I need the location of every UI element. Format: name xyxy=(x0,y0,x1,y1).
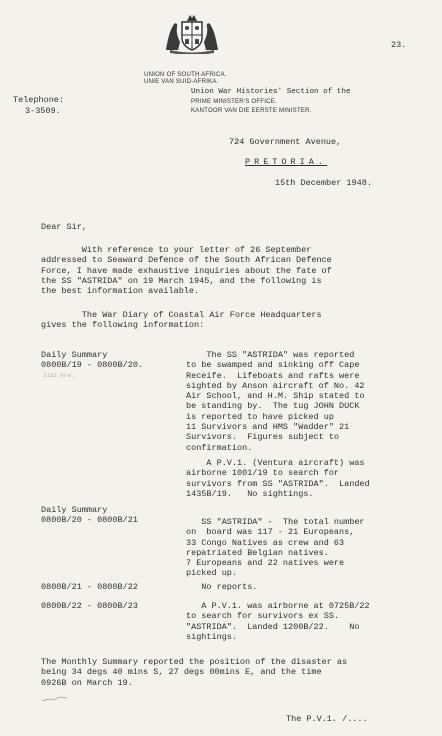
entry-right-line: A P.V.1. was airborne at 0725B/22 xyxy=(186,601,370,611)
entry-right-line: picked up. xyxy=(186,568,238,579)
letter-date: 15th December 1948. xyxy=(275,178,372,188)
section-line: Union War Histories' Section of the xyxy=(191,88,351,96)
entry-right-line: 1435B/19. No sightings. xyxy=(186,488,314,499)
entry-4-left xyxy=(41,582,138,592)
entry-right-line: Survivors. Figures subject to xyxy=(186,432,340,443)
entry-left-line: 0800B/20 - 0800B/21 xyxy=(41,515,138,526)
telephone-number: 3-3509. xyxy=(25,106,61,116)
entry-5-left xyxy=(41,601,138,611)
entry-1-left xyxy=(41,350,143,381)
entry-left-line: 0800B/19 - 0800B/20. xyxy=(41,360,144,371)
entry-left-line: Daily Summary xyxy=(41,505,108,515)
war-diary-intro xyxy=(41,310,322,331)
monthly-summary-line: being 34 degs 40 mins S, 27 degs 00mins E, and the time xyxy=(41,667,322,678)
monthly-summary xyxy=(41,657,347,688)
city: PRETORIA. xyxy=(245,157,327,167)
entry-right-line: sighted by Anson aircraft of No. 42 xyxy=(186,380,365,391)
entry-right-line: be standing by. The tug JOHN DUCK xyxy=(186,401,360,412)
entry-left-line: 0800B/21 - 0800B/22 xyxy=(41,582,138,592)
intro-line: addressed to Seaward Defence of the South African Defence xyxy=(41,255,332,266)
entry-right-line: confirmation. xyxy=(186,442,253,453)
monthly-summary-line: The Monthly Summary reported the position of the disaster as xyxy=(41,657,348,667)
entry-2-right xyxy=(186,458,370,499)
page-number: 23. xyxy=(391,40,407,50)
entry-right-line: SS "ASTRIDA" - The total number xyxy=(186,517,365,527)
entry-handwritten-note: 2125 hrs. xyxy=(43,371,75,379)
entry-left-line: Daily Summary xyxy=(41,350,108,360)
entry-5-right xyxy=(186,601,370,642)
entry-right-line: airborne 1001/19 to search for xyxy=(186,468,340,479)
entry-left-line: 0800B/22 - 0800B/23 xyxy=(41,601,138,611)
war-diary-line: gives the following information: xyxy=(41,320,205,331)
intro-paragraph xyxy=(41,245,332,296)
entry-right-line: sightings. xyxy=(186,631,238,642)
entry-right-line: "ASTRIDA". Landed 1200B/22. No xyxy=(186,621,360,632)
entry-3-right xyxy=(186,517,365,579)
entry-right-line: 7 Europeans and 22 natives were xyxy=(186,558,345,569)
intro-line: the best information available. xyxy=(41,286,200,297)
entry-right-line: 11 Survivors and HMS "Wadder" 21 xyxy=(186,422,350,433)
entry-right-line: survivors from SS "ASTRIDA". Landed xyxy=(186,478,370,489)
entry-right-line: to be swamped and sinking off Cape xyxy=(186,360,360,371)
entry-right-line: Receife. Lifeboats and rafts were xyxy=(186,370,360,381)
office-name-english: PRIME MINISTER'S OFFICE. xyxy=(191,98,277,105)
monthly-summary-line: 0926B on March 19. xyxy=(41,677,133,688)
union-name-afrikaans: UNIE VAN SUID-AFRIKA. xyxy=(144,78,219,85)
catchword: The P.V.1. /.... xyxy=(286,714,368,724)
entry-3-left xyxy=(41,505,138,526)
entry-right-line: is reported to have picked up xyxy=(186,411,334,422)
coat-of-arms-emblem xyxy=(160,12,224,54)
entry-right-line: to search for survivors ex SS. xyxy=(186,611,340,622)
street-address: 724 Government Avenue, xyxy=(229,137,342,147)
entry-right-line: The SS "ASTRIDA" was reported xyxy=(186,350,355,360)
entry-right-line: 33 Congo Natives as crew and 63 xyxy=(186,537,345,548)
salutation: Dear Sir, xyxy=(41,222,87,232)
war-diary-line: The War Diary of Coastal Air Force Headquarters xyxy=(41,310,322,320)
entry-1-right xyxy=(186,350,365,453)
telephone-label: Telephone: xyxy=(13,95,65,105)
union-name-english: UNION OF SOUTH AFRICA. xyxy=(144,71,227,78)
intro-line: With reference to your letter of 26 September xyxy=(41,245,312,255)
intro-line: Force, I have made exhaustive inquiries about the fate of xyxy=(41,265,332,276)
pencil-mark xyxy=(40,694,70,704)
entry-right-line: repatriated Belgian natives. xyxy=(186,547,329,558)
entry-right-line: No reports. xyxy=(186,582,258,592)
entry-right-line: A P.V.1. (Ventura aircraft) was xyxy=(186,458,365,468)
entry-4-right xyxy=(186,582,257,592)
entry-right-line: on board was 117 - 21 Europeans, xyxy=(186,527,355,538)
entry-right-line: Air School, and H.M. Ship stated to xyxy=(186,391,365,402)
office-name-afrikaans: KANTOOR VAN DIE EERSTE MINISTER. xyxy=(191,107,312,114)
intro-line: the SS "ASTRIDA" on 19 March 1945, and the following is xyxy=(41,275,322,286)
